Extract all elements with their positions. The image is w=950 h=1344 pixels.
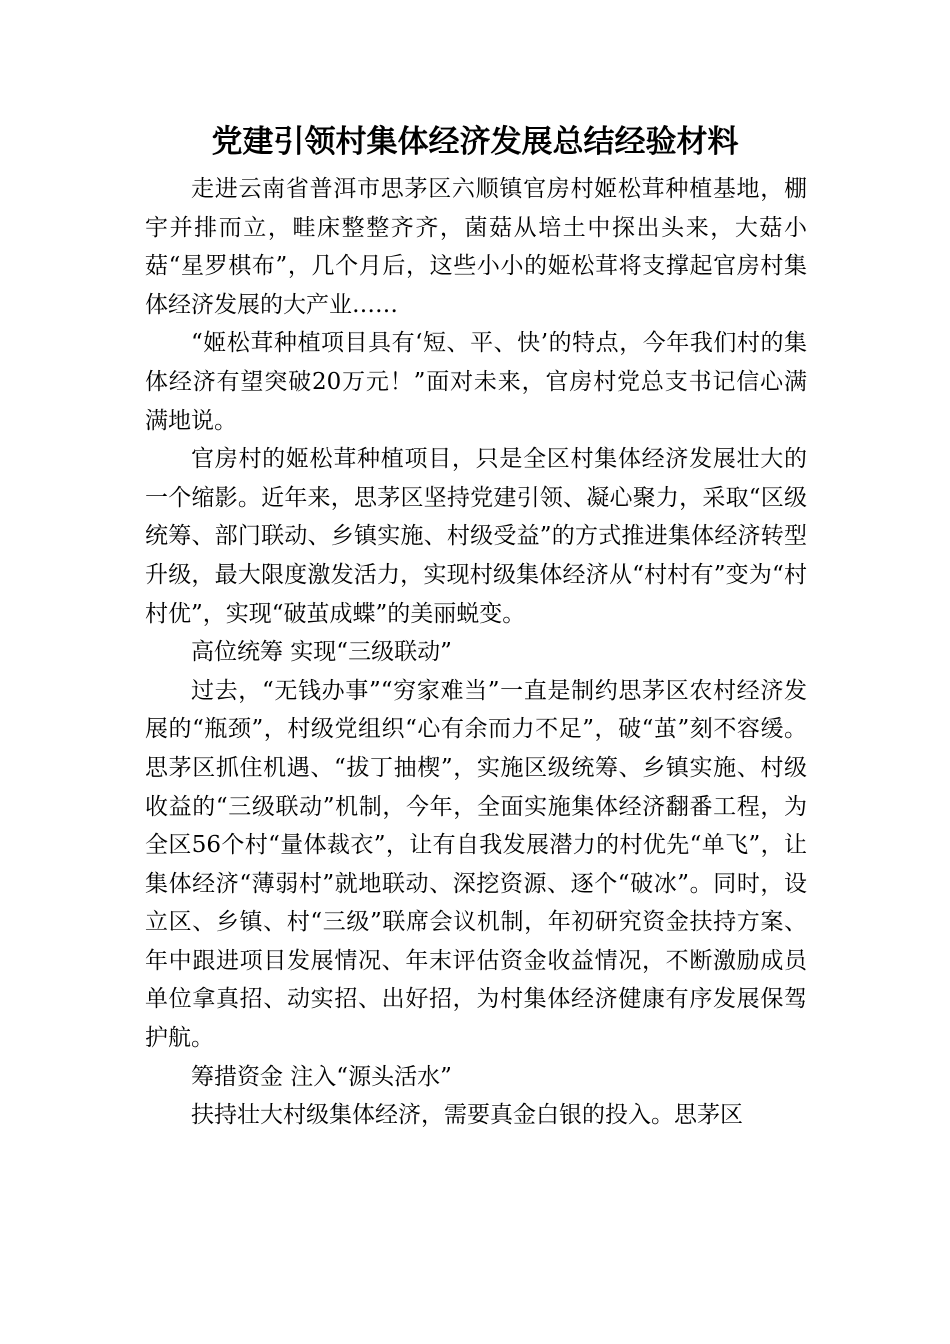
paragraph-overview: 官房村的姬松茸种植项目，只是全区村集体经济发展壮大的一个缩影。近年来，思茅区坚持党建引领、凝心聚力，采取“区级统筹、部门联动、乡镇实施、村级受益”的方式推进集体经济转型升级，最大限度激发活力，实现村级集体经济从“村村有”变为“村村优”，实现“破茧成蝶”的美丽蜕变。 <box>145 446 807 627</box>
paragraph-quote: “姬松茸种植项目具有‘短、平、快’的特点，今年我们村的集体经济有望突破20万元！”面对未来，官房村党总支书记信心满满地说。 <box>145 330 807 434</box>
paragraph-coordination: 过去，“无钱办事”“穷家难当”一直是制约思茅区农村经济发展的“瓶颈”，村级党组织“心有余而力不足”，破“茧”刻不容缓。思茅区抓住机遇、“拔丁抽楔”，实施区级统筹、乡镇实施、村级收益的“三级联动”机制，今年，全面实施集体经济翻番工程，为全区56个村“量体裁衣”，让有自我发展潜力的村优先“单飞”，让集体经济“薄弱村”就地联动、深挖资源、逐个“破冰”。同时，设立区、乡镇、村“三级”联席会议机制，年初研究资金扶持方案、年中跟进项目发展情况、年末评估资金收益情况，不断激励成员单位拿真招、动实招、出好招，为村集体经济健康有序发展保驾护航。 <box>145 677 807 1052</box>
document-title: 党建引领村集体经济发展总结经验材料 <box>211 124 739 160</box>
paragraph-intro: 走进云南省普洱市思茅区六顺镇官房村姬松茸种植基地，棚宇并排而立，畦床整整齐齐，菌菇从培土中探出头来，大菇小菇“星罗棋布”，几个月后，这些小小的姬松茸将支撑起官房村集体经济发展的大产业…… <box>145 176 807 318</box>
section-heading-coordination: 高位统筹 实现“三级联动” <box>191 639 452 666</box>
document-body <box>145 170 807 1135</box>
paragraph-funding: 扶持壮大村级集体经济，需要真金白银的投入。思茅区 <box>191 1102 743 1129</box>
section-heading-funding: 筹措资金 注入“源头活水” <box>191 1063 452 1090</box>
